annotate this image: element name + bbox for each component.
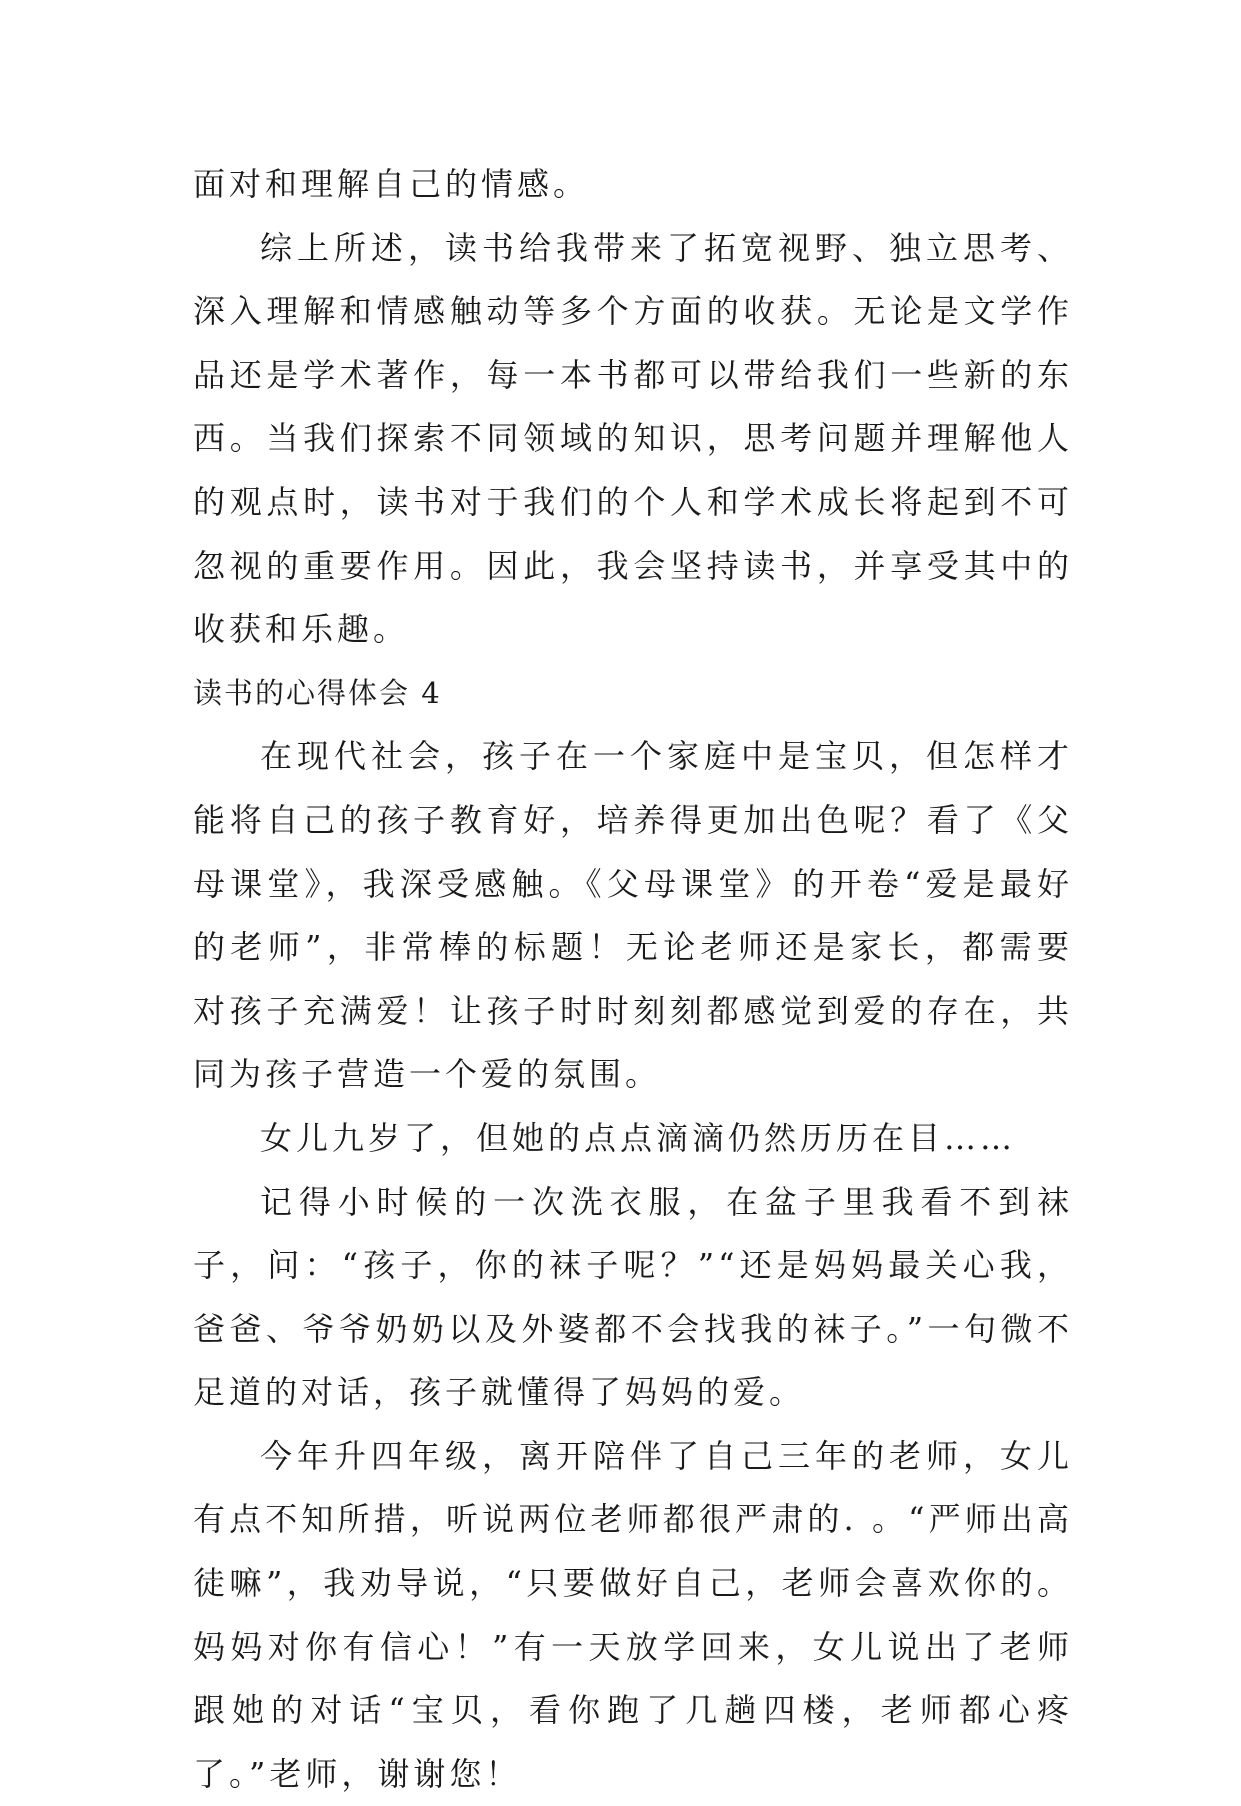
paragraph-socks-story: 记得小时候的一次洗衣服，在盆子里我看不到袜子，问：“孩子，你的袜子呢？”“还是妈妈最关心我，爸爸、爷爷奶奶以及外婆都不会找我的袜子。”一句微不足道的对话，孩子就懂得了妈妈的爱。 — [193, 1182, 1073, 1412]
document-body — [193, 153, 1073, 1806]
paragraph-summary: 综上所述，读书给我带来了拓宽视野、独立思考、深入理解和情感触动等多个方面的收获。无论是文学作品还是学术著作，每一本书都可以带给我们一些新的东西。当我们探索不同领域的知识，思考问题并理解他人的观点时，读书对于我们的个人和学术成长将起到不可忽视的重要作用。因此，我会坚持读书，并享受其中的收获和乐趣。 — [193, 228, 1073, 649]
paragraph-parent-classroom: 在现代社会，孩子在一个家庭中是宝贝，但怎样才能将自己的孩子教育好，培养得更加出色呢？看了《父母课堂》，我深受感触。《父母课堂》的开卷“爱是最好的老师”，非常棒的标题！无论老师还是家长，都需要对孩子充满爱！让孩子时时刻刻都感觉到爱的存在，共同为孩子营造一个爱的氛围。 — [193, 737, 1073, 1094]
paragraph-emotion-closing: 面对和理解自己的情感。 — [193, 165, 590, 203]
paragraph-daughter-nine: 女儿九岁了，但她的点点滴滴仍然历历在目…… — [260, 1118, 1017, 1157]
paragraph-fourth-grade: 今年升四年级，离开陪伴了自己三年的老师，女儿有点不知所措，听说两位老师都很严肃的. 。“严师出高徒嘛”，我劝导说，“只要做好自己，老师会喜欢你的。妈妈对你有信心！”有一天放学回来，女儿说出了老师跟她的对话“宝贝，看你跑了几趟四楼，老师都心疼了。”老师，谢谢您！ — [193, 1436, 1073, 1793]
section-heading: 读书的心得体会 4 — [193, 675, 442, 710]
